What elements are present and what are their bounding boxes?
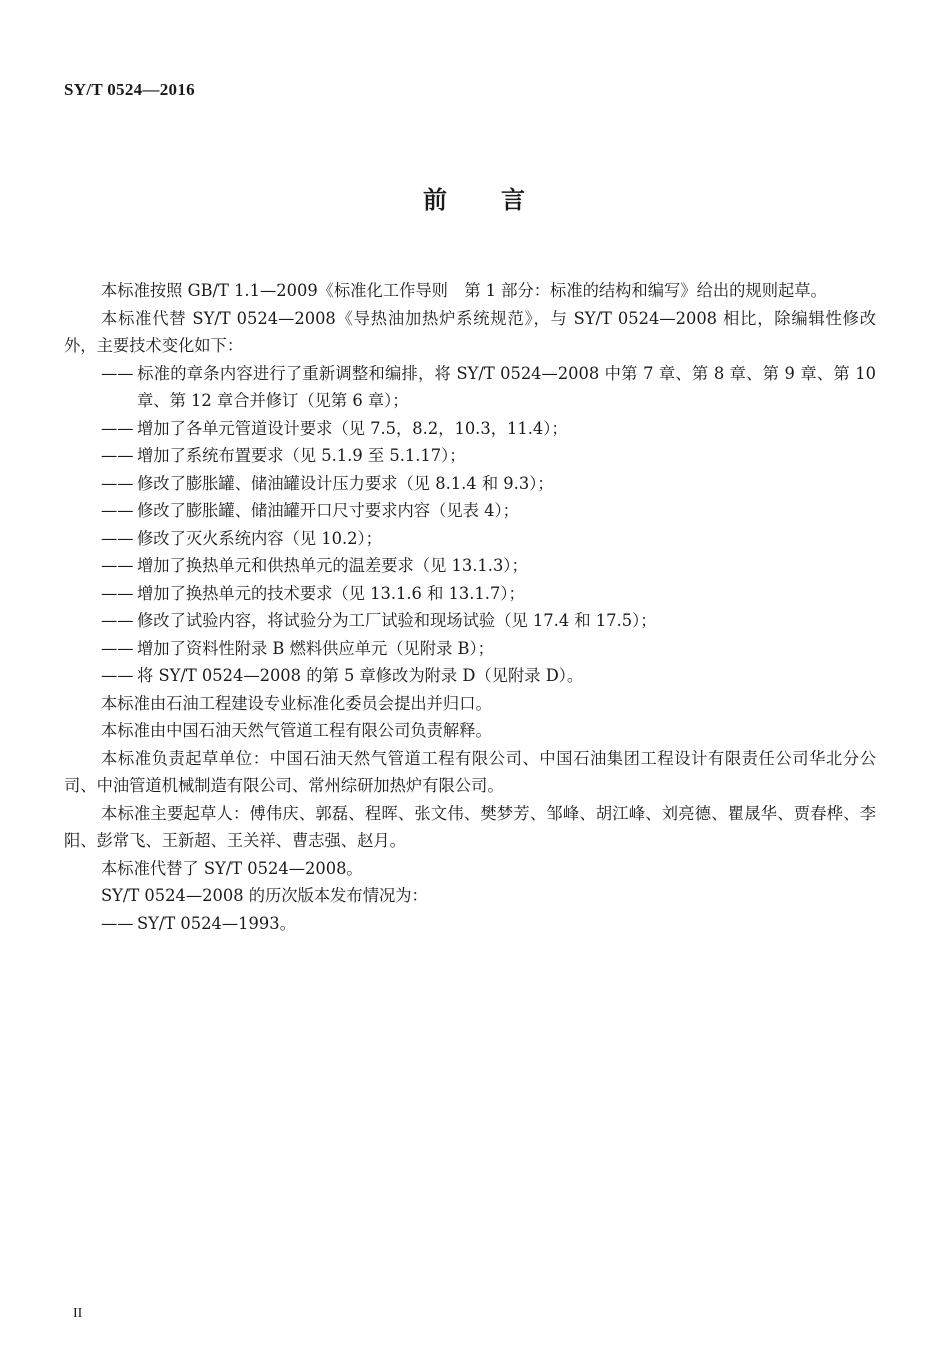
dash-bullet: ——: [101, 583, 134, 603]
dash-bullet: ——: [101, 666, 134, 685]
dash-bullet: ——: [101, 473, 134, 493]
paragraph-replacement-summary: 本标准代替 SY/T 0524—2008《导热油加热炉系统规范》，与 SY/T 0524—2008 相比，除编辑性修改外，主要技术变化如下：: [64, 308, 876, 355]
list-item-text: 将 SY/T 0524—2008 的第 5 章修改为附录 D（见附录 D）。: [137, 666, 584, 685]
paragraph-history-intro: SY/T 0524—2008 的历次版本发布情况为：: [101, 886, 428, 905]
list-item: [64, 552, 876, 580]
list-item: [64, 360, 876, 415]
history-item: [64, 910, 876, 938]
list-item-text: 增加了换热单元的技术要求（见 13.1.6 和 13.1.7）；: [137, 583, 525, 603]
list-item: [64, 635, 876, 663]
foreword-body: [64, 277, 876, 937]
list-item: [64, 580, 876, 608]
list-item: [64, 662, 876, 690]
title-char-1: 前: [423, 186, 449, 214]
list-item-text: 修改了灭火系统内容（见 10.2）；: [137, 528, 382, 548]
page-number: II: [73, 1306, 83, 1321]
dash-bullet: ——: [101, 913, 134, 933]
page-title: [0, 180, 950, 215]
list-item: [64, 497, 876, 525]
list-item-text: 修改了膨胀罐、储油罐设计压力要求（见 8.1.4 和 9.3）；: [137, 473, 554, 493]
list-item-text: 增加了资料性附录 B 燃料供应单元（见附录 B）；: [137, 638, 494, 658]
paragraph-interpreter: 本标准由中国石油天然气管道工程有限公司负责解释。: [101, 721, 492, 740]
paragraph-drafting-units: 本标准负责起草单位：中国石油天然气管道工程有限公司、中国石油集团工程设计有限责任公司华北分公司、中油管道机械制造有限公司、常州综研加热炉有限公司。: [64, 748, 876, 795]
list-item-text: 标准的章条内容进行了重新调整和编排，将 SY/T 0524—2008 中第 7 章、第 8 章、第 9 章、第 10 章、第 12 章合并修订（见第 6 章）；: [137, 363, 876, 410]
dash-bullet: ——: [101, 501, 134, 520]
list-item-text: 增加了系统布置要求（见 5.1.9 至 5.1.17）；: [137, 446, 466, 465]
list-item: [64, 415, 876, 443]
paragraph-drafters: 本标准主要起草人：傅伟庆、郭磊、程晖、张文伟、樊梦芳、邹峰、胡江峰、刘亮德、瞿晟华、贾春桦、李阳、彭常飞、王新超、王关祥、曹志强、赵月。: [64, 803, 876, 850]
list-item-text: 增加了换热单元和供热单元的温差要求（见 13.1.3）；: [137, 556, 528, 575]
list-item: [64, 525, 876, 553]
dash-bullet: ——: [101, 556, 134, 575]
list-item: [64, 442, 876, 470]
dash-bullet: ——: [101, 528, 134, 548]
title-char-2: 言: [501, 186, 527, 214]
dash-bullet: ——: [101, 611, 134, 630]
paragraph-replaces: 本标准代替了 SY/T 0524—2008。: [101, 858, 363, 878]
list-item-text: 增加了各单元管道设计要求（见 7.5，8.2，10.3，11.4）；: [137, 418, 568, 438]
dash-bullet: ——: [101, 363, 134, 383]
list-item: [64, 470, 876, 498]
paragraph-proposer: 本标准由石油工程建设专业标准化委员会提出并归口。: [101, 693, 492, 713]
standard-code: SY/T 0524—2016: [64, 80, 195, 99]
list-item-text: 修改了膨胀罐、储油罐开口尺寸要求内容（见表 4）；: [137, 501, 519, 520]
dash-bullet: ——: [101, 418, 134, 438]
list-item-text: 修改了试验内容，将试验分为工厂试验和现场试验（见 17.4 和 17.5）；: [137, 611, 657, 630]
dash-bullet: ——: [101, 638, 134, 658]
history-item-text: SY/T 0524—1993。: [137, 913, 296, 933]
list-item: [64, 607, 876, 635]
dash-bullet: ——: [101, 446, 134, 465]
changes-list: [64, 360, 876, 690]
paragraph-drafting-rules: 本标准按照 GB/T 1.1—2009《标准化工作导则 第 1 部分：标准的结构和编写》给出的规则起草。: [101, 281, 827, 300]
